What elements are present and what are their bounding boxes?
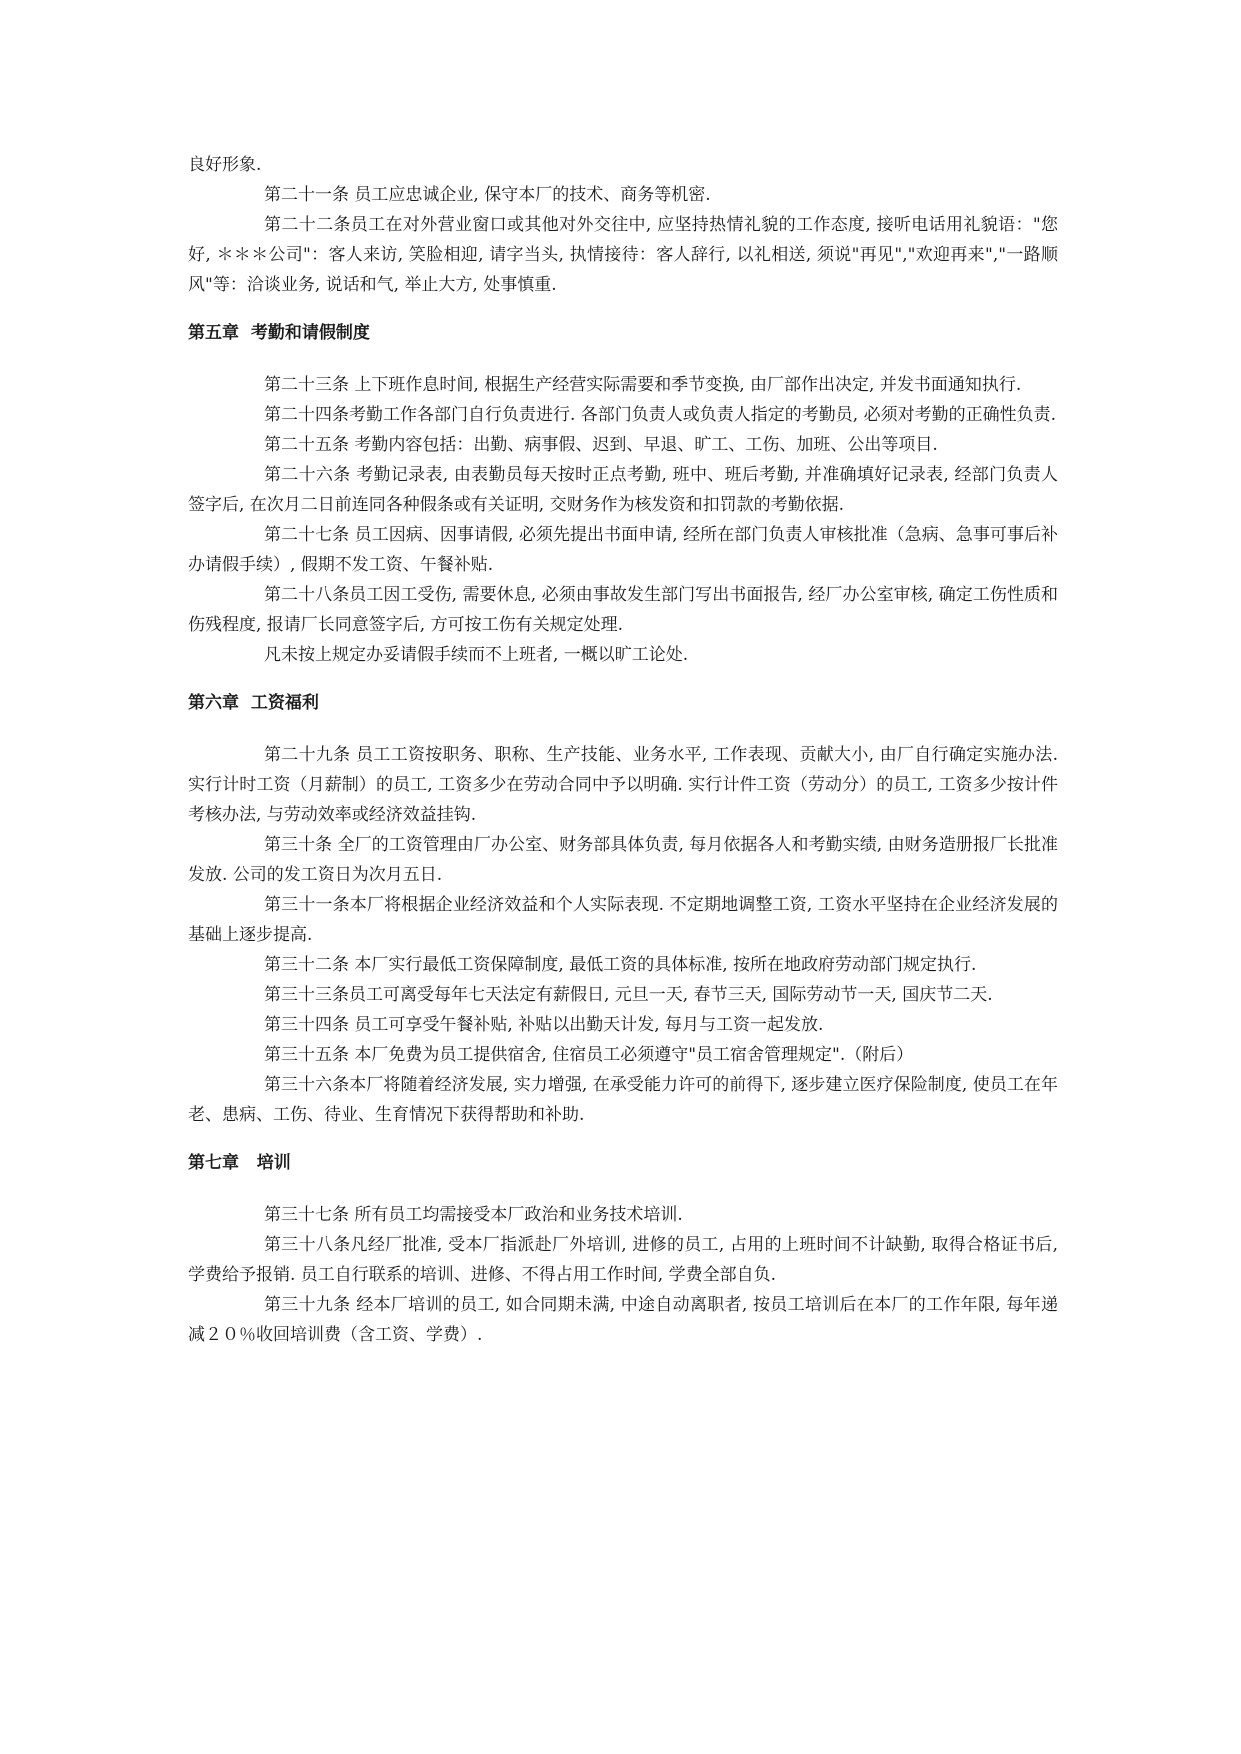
article-22: 第二十二条员工在对外营业窗口或其他对外交往中, 应坚持热情礼貌的工作态度, 接听电话用礼貌语："您好, ＊＊＊公司"：客人来访, 笑脸相迎, 请字当头, 执情接待：客人辞行, 以礼相送, 须说"再见","欢迎再来","一路顺风"等：洽谈业务, 说话和气, 举止大方, 处事慎重. xyxy=(188,215,1058,295)
article-37: 第三十七条 所有员工均需接受本厂政治和业务技术培训. xyxy=(264,1205,683,1225)
article-24: 第二十四条考勤工作各部门自行负责进行. 各部门负责人或负责人指定的考勤员, 必须对考勤的正确性负责. xyxy=(264,405,1057,425)
chapter-6-heading: 第六章 工资福利 xyxy=(188,693,319,713)
article-35: 第三十五条 本厂免费为员工提供宿舍, 住宿员工必须遵守"员工宿舍管理规定".（附后） xyxy=(264,1045,914,1065)
article-34: 第三十四条 员工可享受午餐补贴, 补贴以出勤天计发, 每月与工资一起发放. xyxy=(264,1015,824,1035)
absence-note: 凡未按上规定办妥请假手续而不上班者, 一概以旷工论处. xyxy=(264,645,689,665)
article-31: 第三十一条本厂将根据企业经济效益和个人实际表现. 不定期地调整工资, 工资水平坚持在企业经济发展的基础上逐步提高. xyxy=(188,895,1058,945)
article-38: 第三十八条凡经厂批准, 受本厂指派赴厂外培训, 进修的员工, 占用的上班时间不计缺勤, 取得合格证书后, 学费给予报销. 员工自行联系的培训、进修、不得占用工作时间, 学费全部自负. xyxy=(188,1235,1058,1285)
article-28: 第二十八条员工因工受伤, 需要休息, 必须由事故发生部门写出书面报告, 经厂办公室审核, 确定工伤性质和伤残程度, 报请厂长同意签字后, 方可按工伤有关规定处理. xyxy=(188,585,1058,635)
article-26: 第二十六条 考勤记录表, 由表勤员每天按时正点考勤, 班中、班后考勤, 并准确填好记录表, 经部门负责人签字后, 在次月二日前连同各种假条或有关证明, 交财务作为核发资和扣罚款的考勤依据. xyxy=(188,465,1058,515)
article-21: 第二十一条 员工应忠诚企业, 保守本厂的技术、商务等机密. xyxy=(264,185,711,205)
article-33: 第三十三条员工可离受每年七天法定有薪假日, 元旦一天, 春节三天, 国际劳动节一天, 国庆节二天. xyxy=(264,985,993,1005)
section-intro xyxy=(188,150,1058,300)
article-27: 第二十七条 员工因病、因事请假, 必须先提出书面申请, 经所在部门负责人审核批准（急病、急事可事后补办请假手续）, 假期不发工资、午餐补贴. xyxy=(188,525,1058,575)
chapter-5-heading: 第五章 考勤和请假制度 xyxy=(188,323,370,343)
document-page xyxy=(188,150,1058,1356)
article-23: 第二十三条 上下班作息时间, 根据生产经营实际需要和季节变换, 由厂部作出决定, 并发书面通知执行. xyxy=(264,375,1022,395)
article-39: 第三十九条 经本厂培训的员工, 如合同期未满, 中途自动离职者, 按员工培训后在本厂的工作年限, 每年递减２０％收回培训费（含工资、学费）. xyxy=(188,1295,1058,1345)
article-25: 第二十五条 考勤内容包括：出勤、病事假、迟到、早退、旷工、工伤、加班、公出等项目. xyxy=(264,435,938,455)
article-30: 第三十条 全厂的工资管理由厂办公室、财务部具体负责, 每月依据各人和考勤实绩, 由财务造册报厂长批准发放. 公司的发工资日为次月五日. xyxy=(188,835,1058,885)
section-chapter-5 xyxy=(188,318,1058,670)
article-32: 第三十二条 本厂实行最低工资保障制度, 最低工资的具体标准, 按所在地政府劳动部门规定执行. xyxy=(264,955,977,975)
section-chapter-6 xyxy=(188,688,1058,1130)
section-chapter-7 xyxy=(188,1148,1058,1350)
article-29: 第二十九条 员工工资按职务、职称、生产技能、业务水平, 工作表现、贡献大小, 由厂自行确定实施办法. 实行计时工资（月薪制）的员工, 工资多少在劳动合同中予以明确. 实行计件工资（劳动分）的员工, 工资多少按计件考核办法, 与劳动效率或经济效益挂钩. xyxy=(188,745,1058,825)
paragraph: 良好形象. xyxy=(188,155,262,175)
chapter-7-heading: 第七章 培训 xyxy=(188,1153,291,1173)
article-36: 第三十六条本厂将随着经济发展, 实力增强, 在承受能力许可的前得下, 逐步建立医疗保险制度, 使员工在年老、患病、工伤、待业、生育情况下获得帮助和补助. xyxy=(188,1075,1058,1125)
